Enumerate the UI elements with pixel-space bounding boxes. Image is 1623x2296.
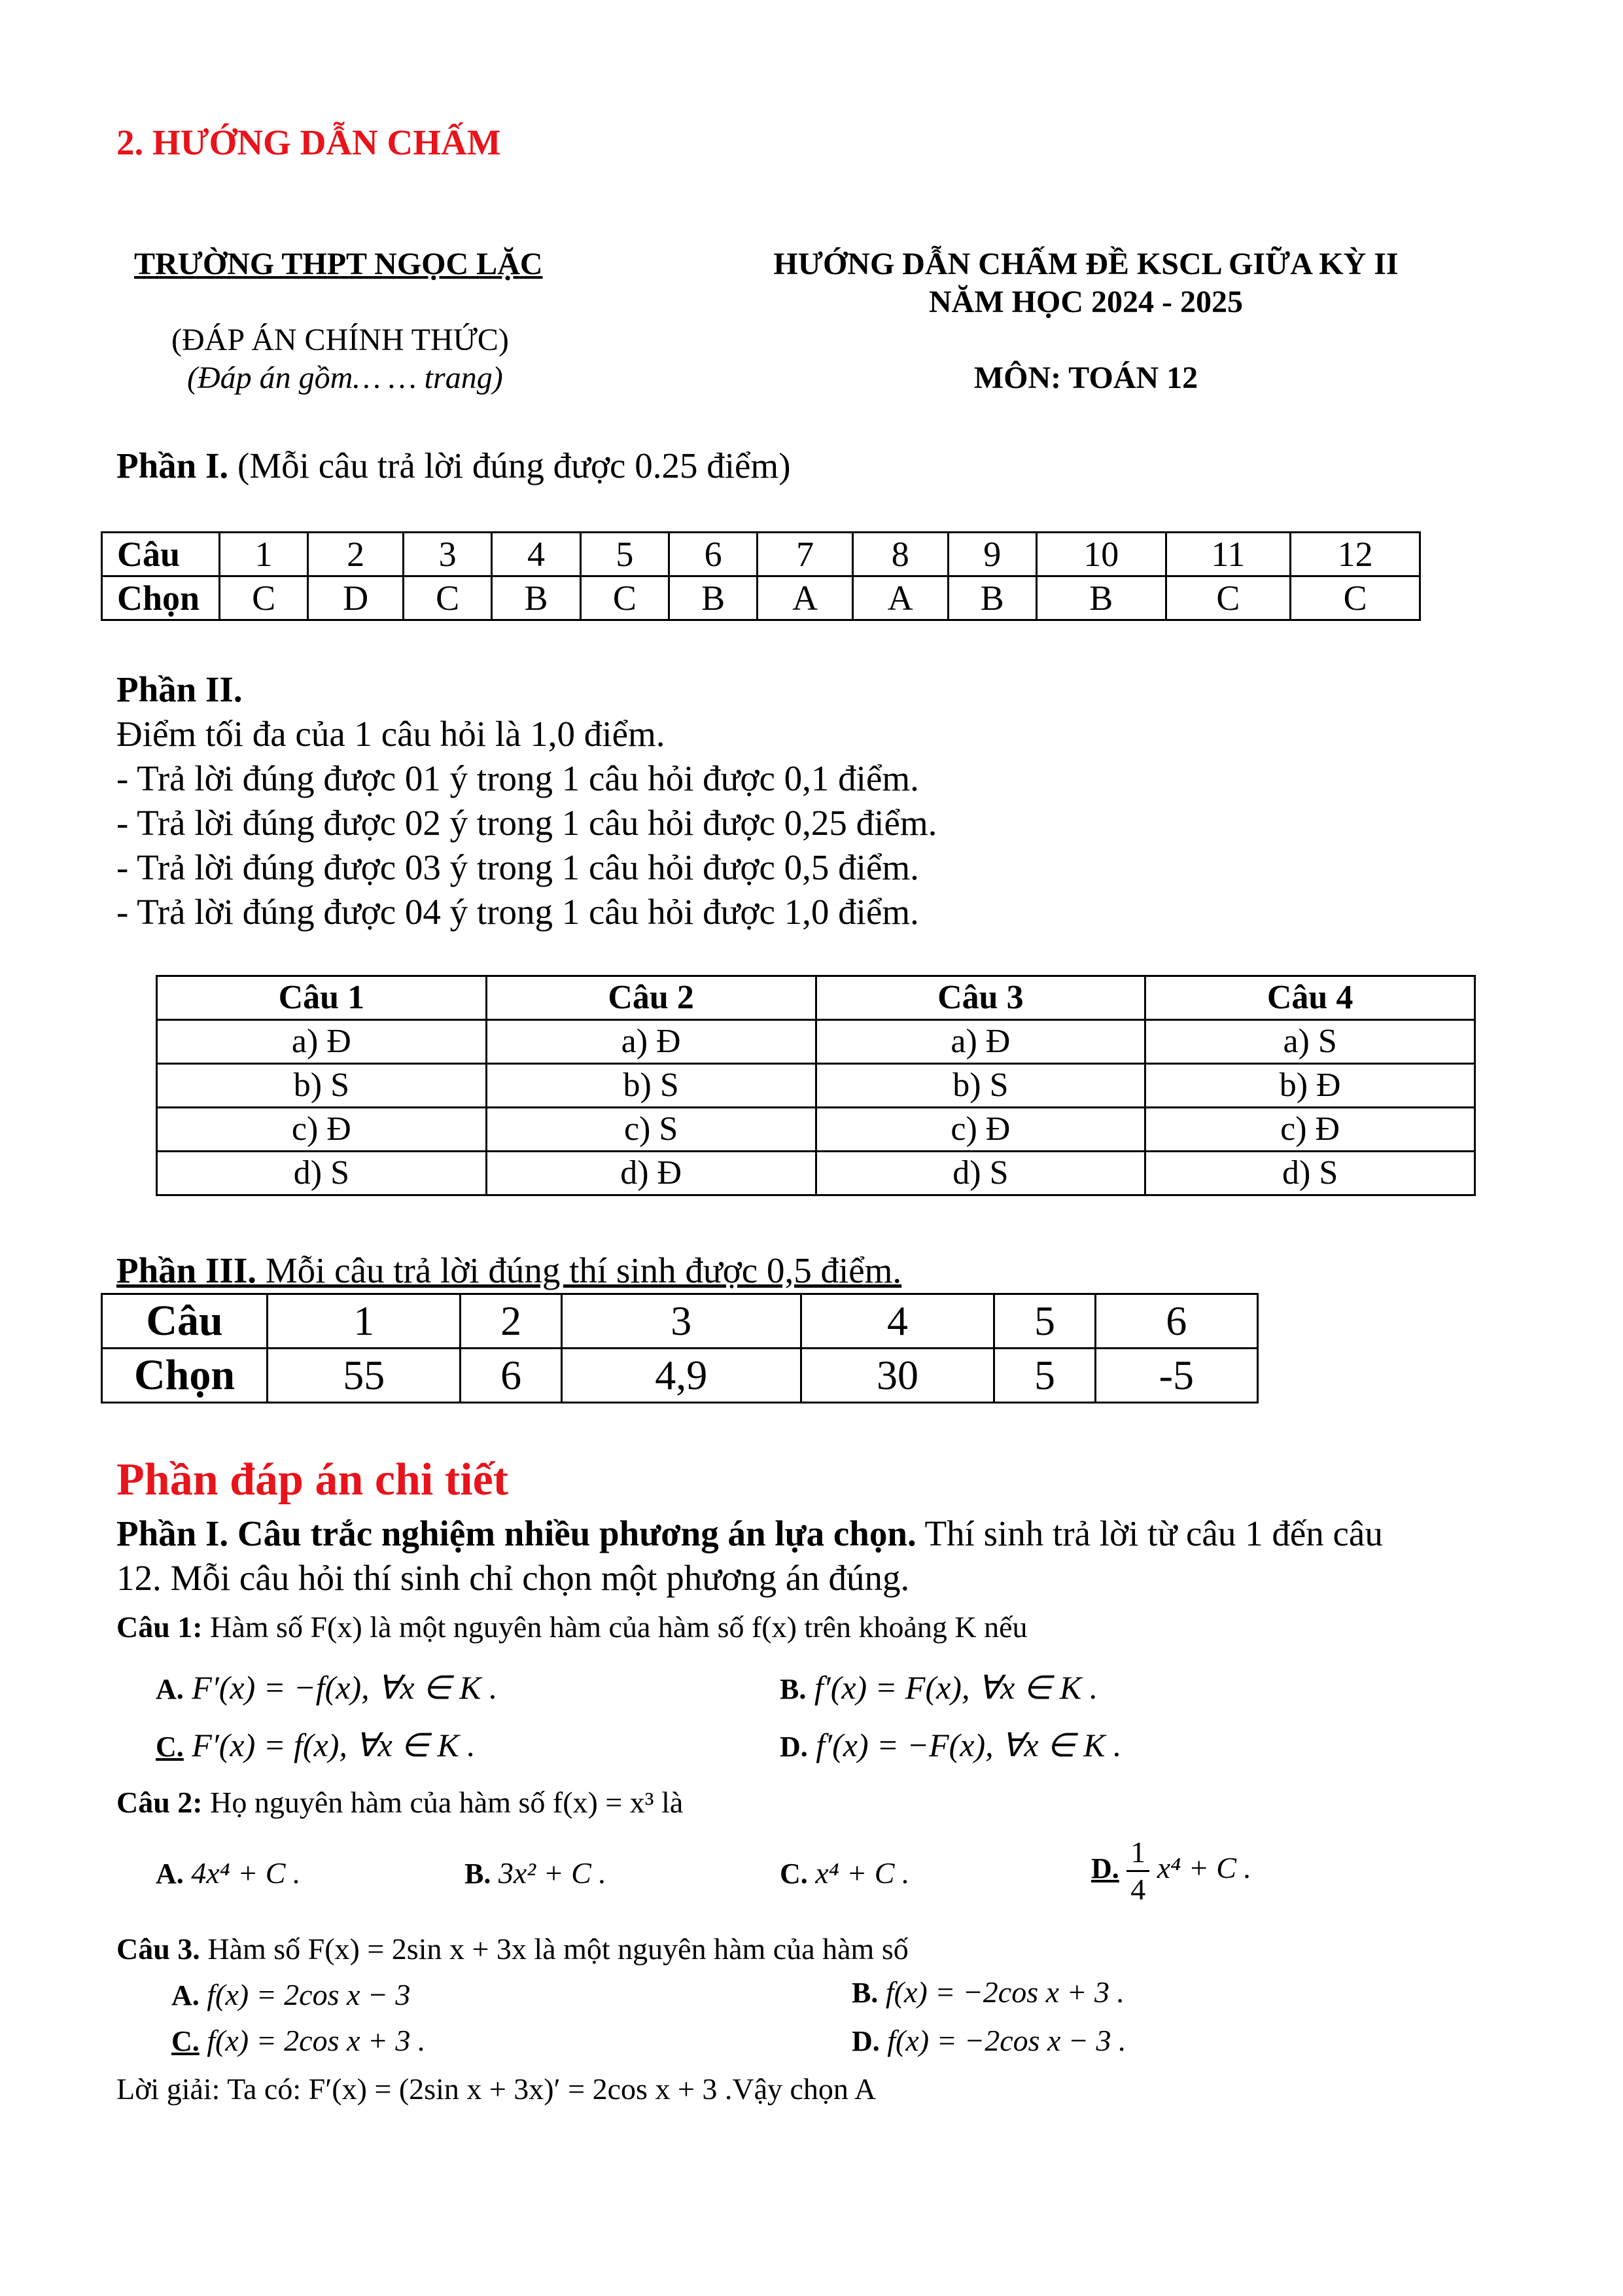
answer-cell: C [580, 576, 669, 620]
q3-option-b: B. f(x) = −2cos x + 3 . [852, 1975, 1125, 2009]
answer-cell: a) S [1145, 1020, 1475, 1064]
part3-answer-table [101, 1293, 1259, 1404]
table-row [157, 1152, 1475, 1195]
question-number: 4 [492, 533, 580, 576]
answer-cell: 5 [994, 1349, 1095, 1403]
question-number: 5 [580, 533, 669, 576]
doc-title-line2: NĂM HỌC 2024 - 2025 [929, 285, 1243, 319]
answer-cell: D [308, 576, 404, 620]
q3-option-a: A. f(x) = 2cos x − 3 [171, 1978, 411, 2011]
table-row [157, 1020, 1475, 1064]
q3-stem [116, 1932, 909, 1966]
table-row [157, 1108, 1475, 1152]
answer-cell: c) Đ [157, 1108, 487, 1152]
answer-cell: d) S [816, 1152, 1145, 1195]
detail-intro-rest: Thí sinh trả lời từ câu 1 đến câu [916, 1513, 1383, 1553]
answer-cell: b) S [816, 1064, 1145, 1108]
table-row [102, 1294, 1258, 1349]
answer-cell: C [1166, 576, 1291, 620]
answer-cell: B [492, 576, 580, 620]
answer-cell: b) S [157, 1064, 487, 1108]
part3-heading [116, 1250, 901, 1291]
question-number: 3 [403, 533, 491, 576]
table-row [102, 1349, 1258, 1403]
part2-rule-line: - Trả lời đúng được 04 ý trong 1 câu hỏi được 1,0 điểm. [116, 892, 919, 932]
row-header-question: Câu [102, 1294, 268, 1349]
q1-option-c: C. F′(x) = f(x), ∀x ∈ K . [156, 1727, 476, 1763]
answer-cell: b) Đ [1145, 1064, 1475, 1108]
answer-cell: a) Đ [486, 1020, 816, 1064]
q1-stem [116, 1610, 1028, 1644]
answer-cell: C [403, 576, 491, 620]
table-row [157, 976, 1475, 1020]
column-header: Câu 3 [816, 976, 1145, 1020]
answer-cell: a) Đ [157, 1020, 487, 1064]
answer-cell: c) Đ [1145, 1108, 1475, 1152]
answer-cell: a) Đ [816, 1020, 1145, 1064]
q2-stem [116, 1785, 683, 1820]
page-count-label: (Đáp án gồm… … trang) [187, 361, 503, 395]
part2-rule-line: - Trả lời đúng được 01 ý trong 1 câu hỏi được 0,1 điểm. [116, 758, 919, 798]
detail-intro [116, 1513, 1383, 1554]
question-number: 7 [758, 533, 853, 576]
q3-solution: Lời giải: Ta có: F′(x) = (2sin x + 3x)′ = 2cos x + 3 .Vậy chọn A [116, 2072, 877, 2106]
detail-title: Phần đáp án chi tiết [116, 1455, 508, 1505]
answer-cell: 6 [461, 1349, 561, 1403]
q2-option-a: A. 4x⁴ + C . [156, 1856, 301, 1890]
part2-label: Phần II. [116, 669, 243, 709]
part3-note: Mỗi câu trả lời đúng thí sinh được 0,5 điểm. [256, 1250, 902, 1290]
table-row [102, 533, 1420, 576]
section-title: 2. HƯỚNG DẪN CHẤM [116, 122, 501, 162]
fraction: $\frac{1}{4}$ [1126, 1837, 1149, 1905]
row-header-answer: Chọn [102, 576, 220, 620]
question-number: 2 [308, 533, 404, 576]
answer-cell: B [1036, 576, 1166, 620]
answer-cell: A [758, 576, 853, 620]
q3-text: Hàm số F(x) = 2sin x + 3x là một nguyên hàm của hàm số [207, 1932, 909, 1966]
answer-cell: C [1291, 576, 1420, 620]
column-header: Câu 2 [486, 976, 816, 1020]
answer-cell: d) Đ [486, 1152, 816, 1195]
part2-rule-line: - Trả lời đúng được 03 ý trong 1 câu hỏi được 0,5 điểm. [116, 847, 919, 887]
question-number: 9 [948, 533, 1036, 576]
part1-note: (Mỗi câu trả lời đúng được 0.25 điểm) [228, 446, 791, 486]
answer-cell: C [220, 576, 308, 620]
part1-label: Phần I. [116, 446, 229, 486]
question-number: 8 [852, 533, 948, 576]
answer-cell: -5 [1095, 1349, 1257, 1403]
column-header: Câu 1 [157, 976, 487, 1020]
part1-answer-table [101, 531, 1421, 621]
q3-label: Câu 3. [116, 1932, 200, 1966]
answer-cell: b) S [486, 1064, 816, 1108]
question-number: 12 [1291, 533, 1420, 576]
q2-label: Câu 2: [116, 1786, 203, 1819]
subject-label: MÔN: TOÁN 12 [973, 361, 1198, 395]
q1-option-a: A. F′(x) = −f(x), ∀x ∈ K . [156, 1669, 498, 1706]
q2-option-d: D. $\frac{1}{4}$ x⁴ + C . [1091, 1835, 1251, 1906]
q1-option-b: B. f′(x) = F(x), ∀x ∈ K . [780, 1669, 1098, 1706]
question-number: 2 [461, 1294, 561, 1349]
q2-text: Họ nguyên hàm của hàm số f(x) = x³ là [210, 1786, 684, 1819]
question-number: 6 [669, 533, 758, 576]
table-row [102, 576, 1420, 620]
answer-cell: B [669, 576, 758, 620]
answer-cell: A [852, 576, 948, 620]
question-number: 6 [1095, 1294, 1257, 1349]
question-number: 11 [1166, 533, 1291, 576]
q1-text: Hàm số F(x) là một nguyên hàm của hàm số f(x) trên khoảng K nếu [210, 1610, 1028, 1644]
q3-option-c: C. f(x) = 2cos x + 3 . [171, 2024, 426, 2057]
answer-cell: 55 [268, 1349, 461, 1403]
part2-rule-line: Điểm tối đa của 1 câu hỏi là 1,0 điểm. [116, 714, 665, 754]
q3-option-d: D. f(x) = −2cos x − 3 . [852, 2024, 1126, 2057]
official-answer-label: (ĐÁP ÁN CHÍNH THỨC) [171, 323, 509, 357]
part2-rule-line: - Trả lời đúng được 02 ý trong 1 câu hỏi được 0,25 điểm. [116, 803, 937, 843]
q2-option-b: B. 3x² + C . [464, 1856, 606, 1890]
question-number: 3 [561, 1294, 801, 1349]
question-number: 10 [1036, 533, 1166, 576]
answer-cell: c) S [486, 1108, 816, 1152]
doc-title-line1: HƯỚNG DẪN CHẤM ĐỀ KSCL GIỮA KỲ II [773, 247, 1399, 281]
row-header-answer: Chọn [102, 1349, 268, 1403]
q1-option-d: D. f′(x) = −F(x), ∀x ∈ K . [780, 1727, 1122, 1763]
detail-intro-line2: 12. Mỗi câu hỏi thí sinh chỉ chọn một phương án đúng. [116, 1558, 910, 1598]
question-number: 1 [268, 1294, 461, 1349]
answer-cell: B [948, 576, 1036, 620]
part2-answer-table [156, 975, 1476, 1196]
question-number: 5 [994, 1294, 1095, 1349]
question-number: 4 [801, 1294, 994, 1349]
answer-cell: d) S [1145, 1152, 1475, 1195]
detail-intro-bold: Phần I. Câu trắc nghiệm nhiều phương án lựa chọn. [116, 1513, 916, 1553]
table-row [157, 1064, 1475, 1108]
part1-heading [116, 445, 791, 486]
answer-cell: 4,9 [561, 1349, 801, 1403]
q1-label: Câu 1: [116, 1610, 203, 1644]
q2-option-c: C. x⁴ + C . [780, 1856, 910, 1890]
answer-cell: c) Đ [816, 1108, 1145, 1152]
column-header: Câu 4 [1145, 976, 1475, 1020]
school-name: TRƯỜNG THPT NGỌC LẶC [134, 247, 543, 281]
row-header-question: Câu [102, 533, 220, 576]
question-number: 1 [220, 533, 308, 576]
part3-label: Phần III. [116, 1250, 256, 1290]
answer-cell: 30 [801, 1349, 994, 1403]
answer-cell: d) S [157, 1152, 487, 1195]
